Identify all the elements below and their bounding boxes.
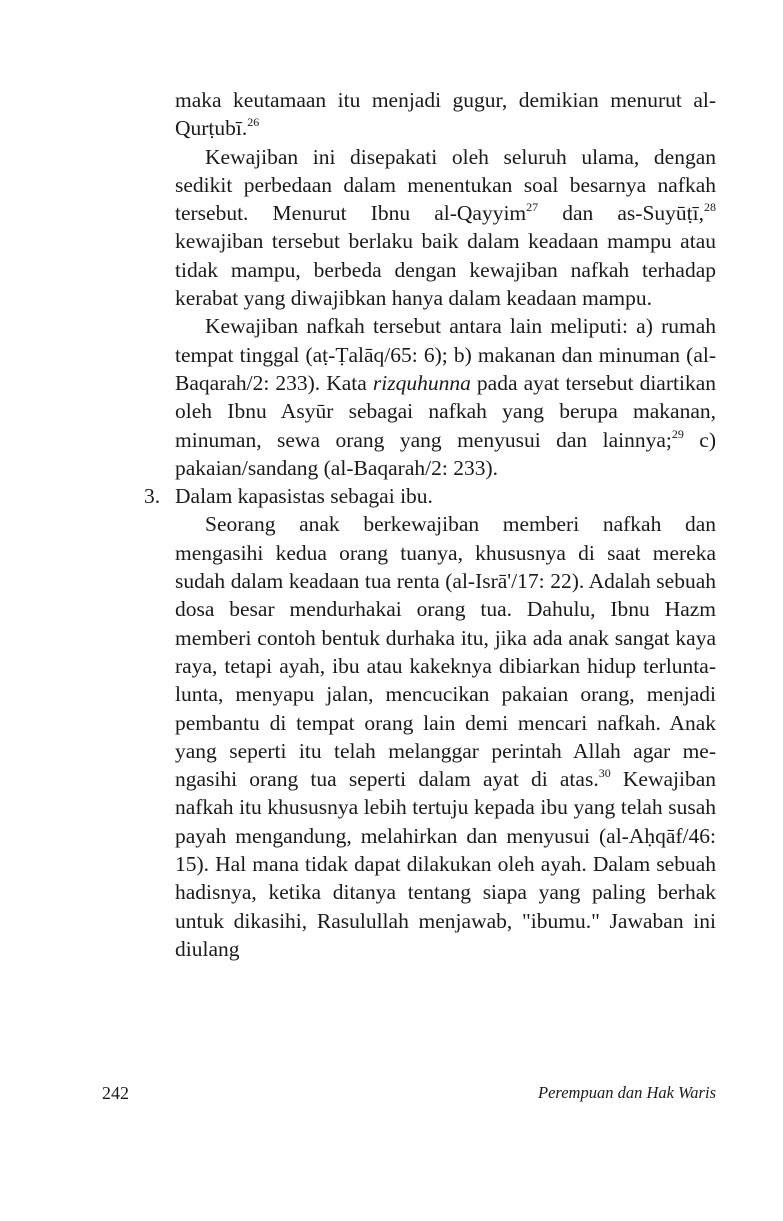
paragraph-child-obligation [175,510,716,963]
text-run: Kewajiban nafkah itu khususnya lebih tertuju kepada ibu yang telah susah payah mengandung, melahirkan dan menyusui (al-Aḥqāf/46: 15). Hal mana tidak dapat dilakukan oleh ayah. Dalam sebuah hadisnya, ketika ditanya tentang siapa yang paling berhak untuk dikasihi, Rasulullah menjawab, "ibumu." Jawaban ini diulang [175,767,717,961]
text-run: Seorang anak berkewajiban memberi nafkah dan mengasihi kedua orang tuanya, khususnya di saat mereka sudah dalam keadaan tua renta (al-Isrā'/17: 22). Adalah sebuah dosa besar mendurhakai orang tua. Dahulu, Ibnu Hazm memberi contoh bentuk durhaka itu, jika ada anak sangat kaya raya, tetapi ayah, ibu atau kakeknya dibiarkan hidup terlunta-lunta, menyapu jalan, mencucikan pakaian orang, menjadi pembantu di tempat orang lain demi mencari nafkah. Anak yang seperti itu telah melanggar perintah Allah agar me-ngasihi orang tua seperti dalam ayat di atas. [175,512,716,792]
running-title: Perempuan dan Hak Waris [538,1083,716,1102]
list-item-heading [144,482,716,510]
text-run: pada ayat tersebut diartikan oleh Ibnu Asyūr sebagai nafkah yang berupa makanan, minuman, sewa orang yang menyusui dan lainnya; [175,370,716,452]
paragraph-nafkah-scope [175,312,716,482]
footnote-ref: 28 [704,200,716,215]
text-run: Kewajiban nafkah tersebut antara lain meliputi: a) rumah tempat tinggal (aṭ-Ṭalāq/65: 6); b) makanan dan minuman (al-Baqarah/2: 233). Kata [175,314,716,395]
paragraph-continuation [175,86,716,143]
page-number: 242 [102,1083,129,1103]
footnote-ref: 26 [247,115,260,130]
text-run: dan as-Suyūṭī, [538,201,704,226]
text-run: Kewajiban ini disepakati oleh seluruh ulama, dengan sedikit perbedaan dalam menentukan soal besarnya nafkah tersebut. Menurut Ibnu al-Qayyim [175,144,716,226]
text-run: c) pakaian/sandang (al-Baqarah/2: 233). [175,427,717,480]
footnote-ref: 27 [526,200,539,215]
italic-term: rizquhunna [372,370,471,395]
text-run: maka keutamaan itu menjadi gugur, demikian menurut al-Qurṭubī. [175,88,716,141]
list-item-number: 3. [144,484,161,509]
paragraph-nafkah-consensus [175,143,716,313]
footnote-ref: 29 [671,426,684,441]
list-item-text: Dalam kapasistas sebagai ibu. [175,484,433,509]
page-body [144,86,717,963]
text-run: kewajiban tersebut berlaku baik dalam keadaan mampu atau tidak mampu, berbeda dengan kewajiban nafkah terhadap kerabat yang diwajibkan hanya dalam keadaan mampu. [175,229,716,311]
footnote-ref: 30 [598,766,611,781]
